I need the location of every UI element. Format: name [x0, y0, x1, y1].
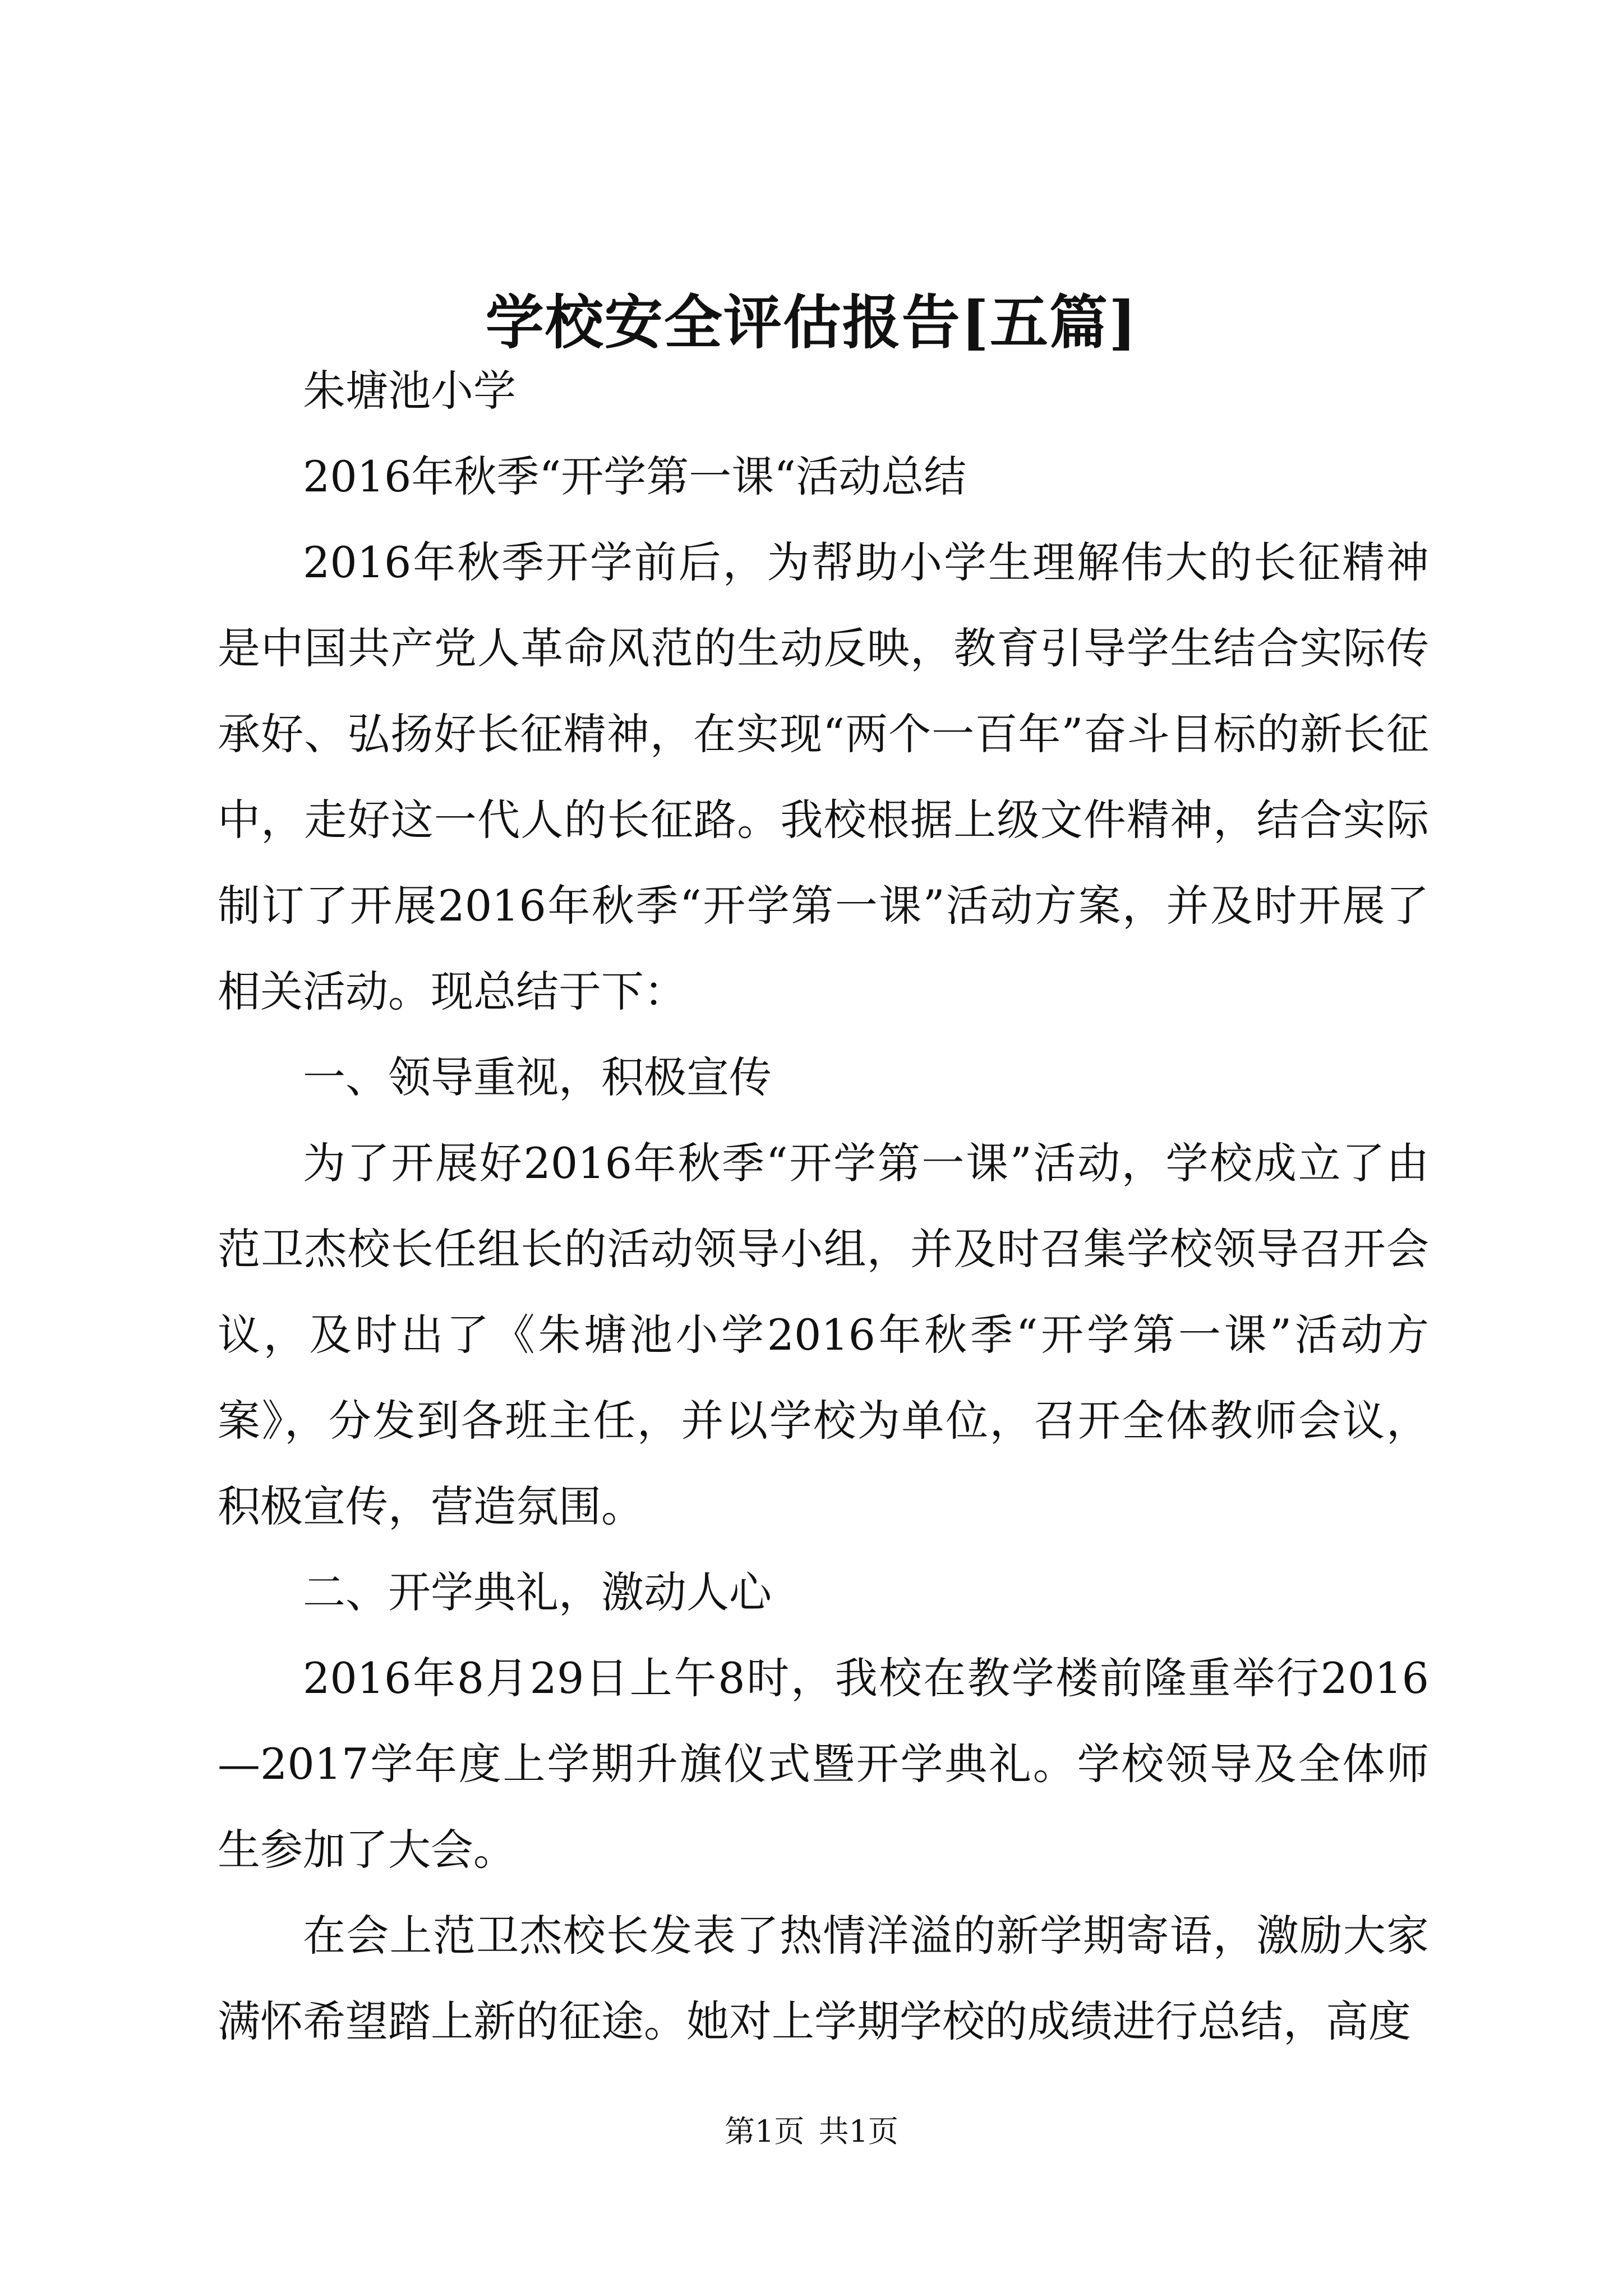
- school-name-line: 朱塘池小学: [303, 366, 516, 416]
- section-heading: 一、领导重视，积极宣传: [303, 1052, 772, 1102]
- body-paragraph: 在会上范卫杰校长发表了热情洋溢的新学期寄语，激励大家满怀希望踏上新的征途。她对上学期学校的成绩进行总结，高度: [218, 1911, 1429, 2046]
- body-paragraph: 2016年秋季开学前后，为帮助小学生理解伟大的长征精神是中国共产党人革命风范的生动反映，教育引导学生结合实际传承好、弘扬好长征精神，在实现“两个一百年”奋斗目标的新长征中，走好这一代人的长征路。我校根据上级文件精神，结合实际制订了开展2016年秋季“开学第一课”活动方案，并及时开展了相关活动。现总结于下：: [218, 537, 1429, 1016]
- section-heading: 二、开学典礼，激动人心: [303, 1567, 772, 1617]
- document-title: 学校安全评估报告[五篇]: [485, 288, 1138, 357]
- body-paragraph: 为了开展好2016年秋季“开学第一课”活动，学校成立了由范卫杰校长任组长的活动领导小组，并及时召集学校领导召开会议，及时出了《朱塘池小学2016年秋季“开学第一课”活动方案》，分发到各班主任，并以学校为单位，召开全体教师会议，积极宣传，营造氛围。: [218, 1138, 1429, 1531]
- activity-title-line: 2016年秋季“开学第一课“活动总结: [303, 452, 967, 501]
- document-body: [218, 348, 1429, 2064]
- page-footer: [0, 2109, 1623, 2154]
- page-total: 共1页: [818, 2114, 898, 2149]
- page-number: 第1页: [725, 2114, 805, 2149]
- body-paragraph: 2016年8月29日上午8时，我校在教学楼前隆重举行2016—2017学年度上学期升旗仪式暨开学典礼。学校领导及全体师生参加了大会。: [218, 1653, 1429, 1875]
